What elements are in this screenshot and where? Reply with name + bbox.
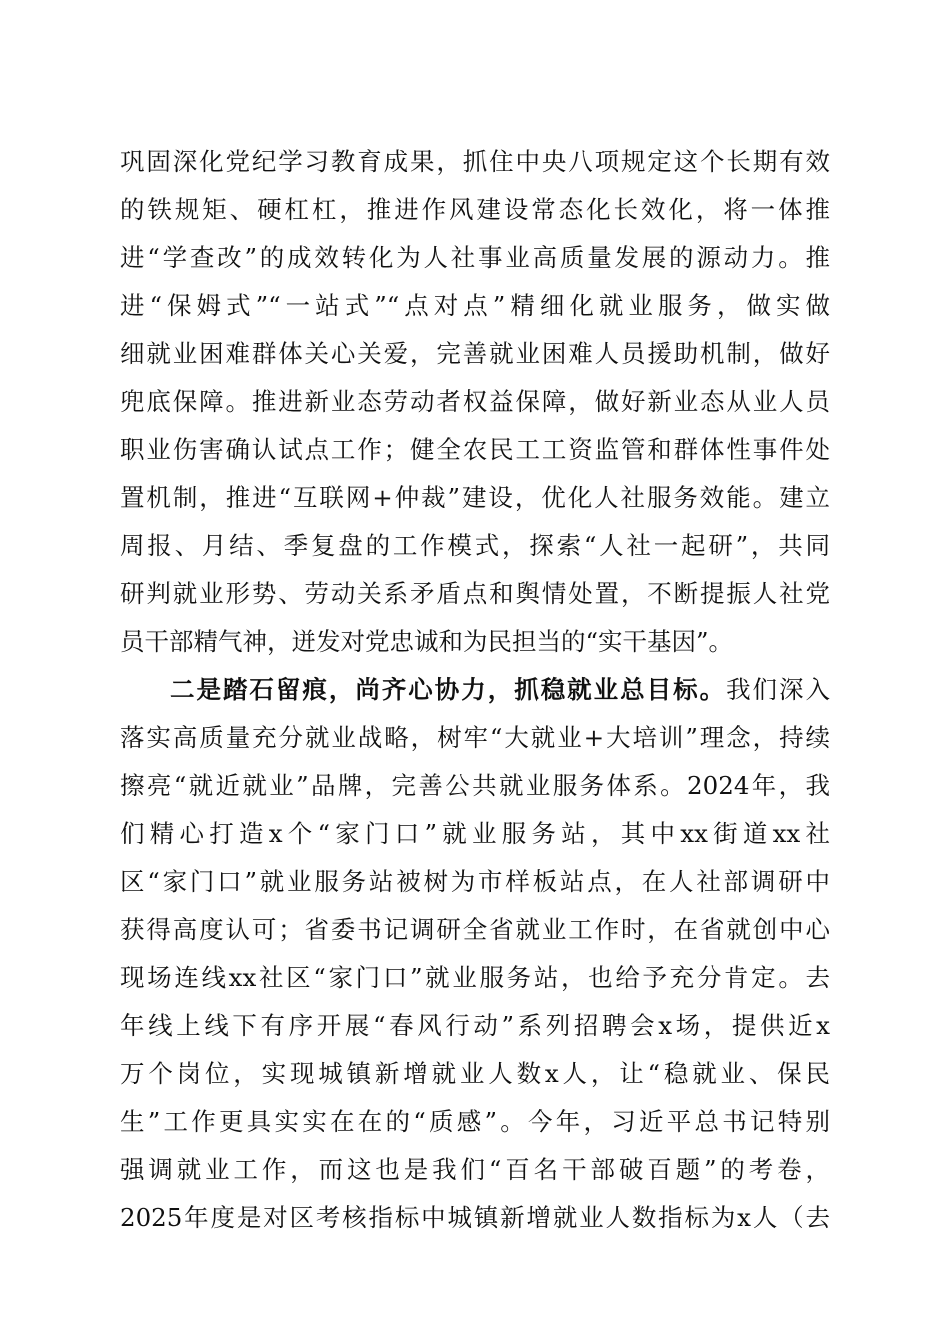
text-line: 兜底保障。推进新业态劳动者权益保障，做好新业态从业人员 <box>120 387 830 416</box>
paragraph-heading-line <box>170 668 830 712</box>
text-line: 现场连线xx社区“家门口”就业服务站，也给予充分肯定。去 <box>120 963 830 992</box>
text-line: 巩固深化党纪学习教育成果，抓住中央八项规定这个长期有效 <box>120 147 830 176</box>
text-line: 研判就业形势、劳动关系矛盾点和舆情处置，不断提振人社党 <box>120 579 830 608</box>
text-line: 置机制，推进“互联网+仲裁”建设，优化人社服务效能。建立 <box>120 483 830 512</box>
text-line: 获得高度认可；省委书记调研全省就业工作时，在省就创中心 <box>120 915 830 944</box>
text-line: 周报、月结、季复盘的工作模式，探索“人社一起研”，共同 <box>120 531 830 560</box>
text-line: 落实高质量充分就业战略，树牢“大就业+大培训”理念，持续 <box>120 723 830 752</box>
text-line: 年线上线下有序开展“春风行动”系列招聘会x场，提供近x <box>120 1011 830 1040</box>
text-line: 的铁规矩、硬杠杠，推进作风建设常态化长效化，将一体推 <box>120 195 830 224</box>
text-line: 细就业困难群体关心关爱，完善就业困难人员援助机制，做好 <box>120 339 830 368</box>
paragraph-heading-rest: 我们深入 <box>726 675 830 704</box>
text-line: 员干部精气神，迸发对党忠诚和为民担当的“实干基因”。 <box>120 627 734 656</box>
text-line: 职业伤害确认试点工作；健全农民工工资监管和群体性事件处 <box>120 435 830 464</box>
text-line: 万个岗位，实现城镇新增就业人数x人，让“稳就业、保民 <box>120 1059 830 1088</box>
text-line: 强调就业工作，而这也是我们“百名干部破百题”的考卷， <box>120 1155 830 1184</box>
text-line: 擦亮“就近就业”品牌，完善公共就业服务体系。2024年，我 <box>120 771 830 800</box>
paragraph-heading: 二是踏石留痕，尚齐心协力，抓稳就业总目标。 <box>170 675 727 704</box>
text-line: 2025年度是对区考核指标中城镇新增就业人数指标为x人（去 <box>120 1203 830 1232</box>
text-line: 进“学查改”的成效转化为人社事业高质量发展的源动力。推 <box>120 243 830 272</box>
text-line: 生”工作更具实实在在的“质感”。今年，习近平总书记特别 <box>120 1107 830 1136</box>
text-line: 们精心打造x个“家门口”就业服务站，其中xx街道xx社 <box>120 819 830 848</box>
text-line: 区“家门口”就业服务站被树为市样板站点，在人社部调研中 <box>120 867 830 896</box>
text-line: 进“保姆式”“一站式”“点对点”精细化就业服务，做实做 <box>120 291 830 320</box>
